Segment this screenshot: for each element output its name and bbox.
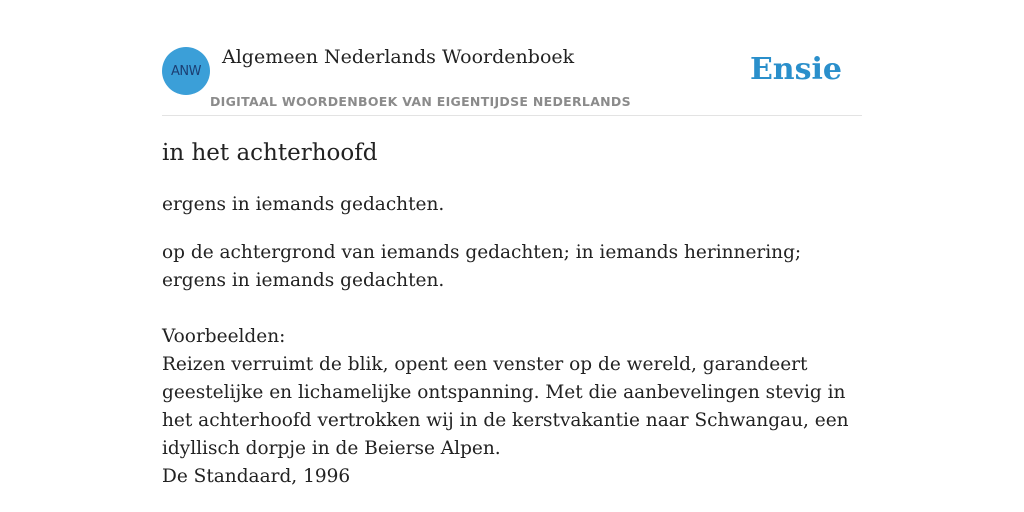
logo-text: ANW xyxy=(171,63,201,79)
site-title[interactable]: Algemeen Nederlands Woordenboek xyxy=(222,46,575,68)
example-text: Reizen verruimt de blik, opent een venster op de wereld, garandeert geestelijke en lichamelijke ontspanning. Met die aanbevelingen stevig in het achterhoofd vertrokken wij in de kerstvakantie naar Schwangau, een idyllisch dorpje in de Beierse Alpen. xyxy=(162,354,849,459)
site-subtitle: DIGITAAL WOORDENBOEK VAN EIGENTIJDSE NEDERLANDS xyxy=(210,94,631,109)
long-definition: op de achtergrond van iemands gedachten; in iemands herinnering; ergens in iemands gedachten. xyxy=(162,242,802,291)
short-definition: ergens in iemands gedachten. xyxy=(162,194,445,215)
ensie-brand-link[interactable]: Ensie xyxy=(749,52,842,87)
examples-label: Voorbeelden: xyxy=(162,326,286,347)
spacer xyxy=(162,295,852,323)
header xyxy=(162,0,862,116)
example-source: De Standaard, 1996 xyxy=(162,466,351,487)
page xyxy=(162,0,862,487)
anw-logo[interactable] xyxy=(162,47,210,95)
entry-term: in het achterhoofd xyxy=(162,140,378,166)
long-definition-block xyxy=(162,239,852,491)
